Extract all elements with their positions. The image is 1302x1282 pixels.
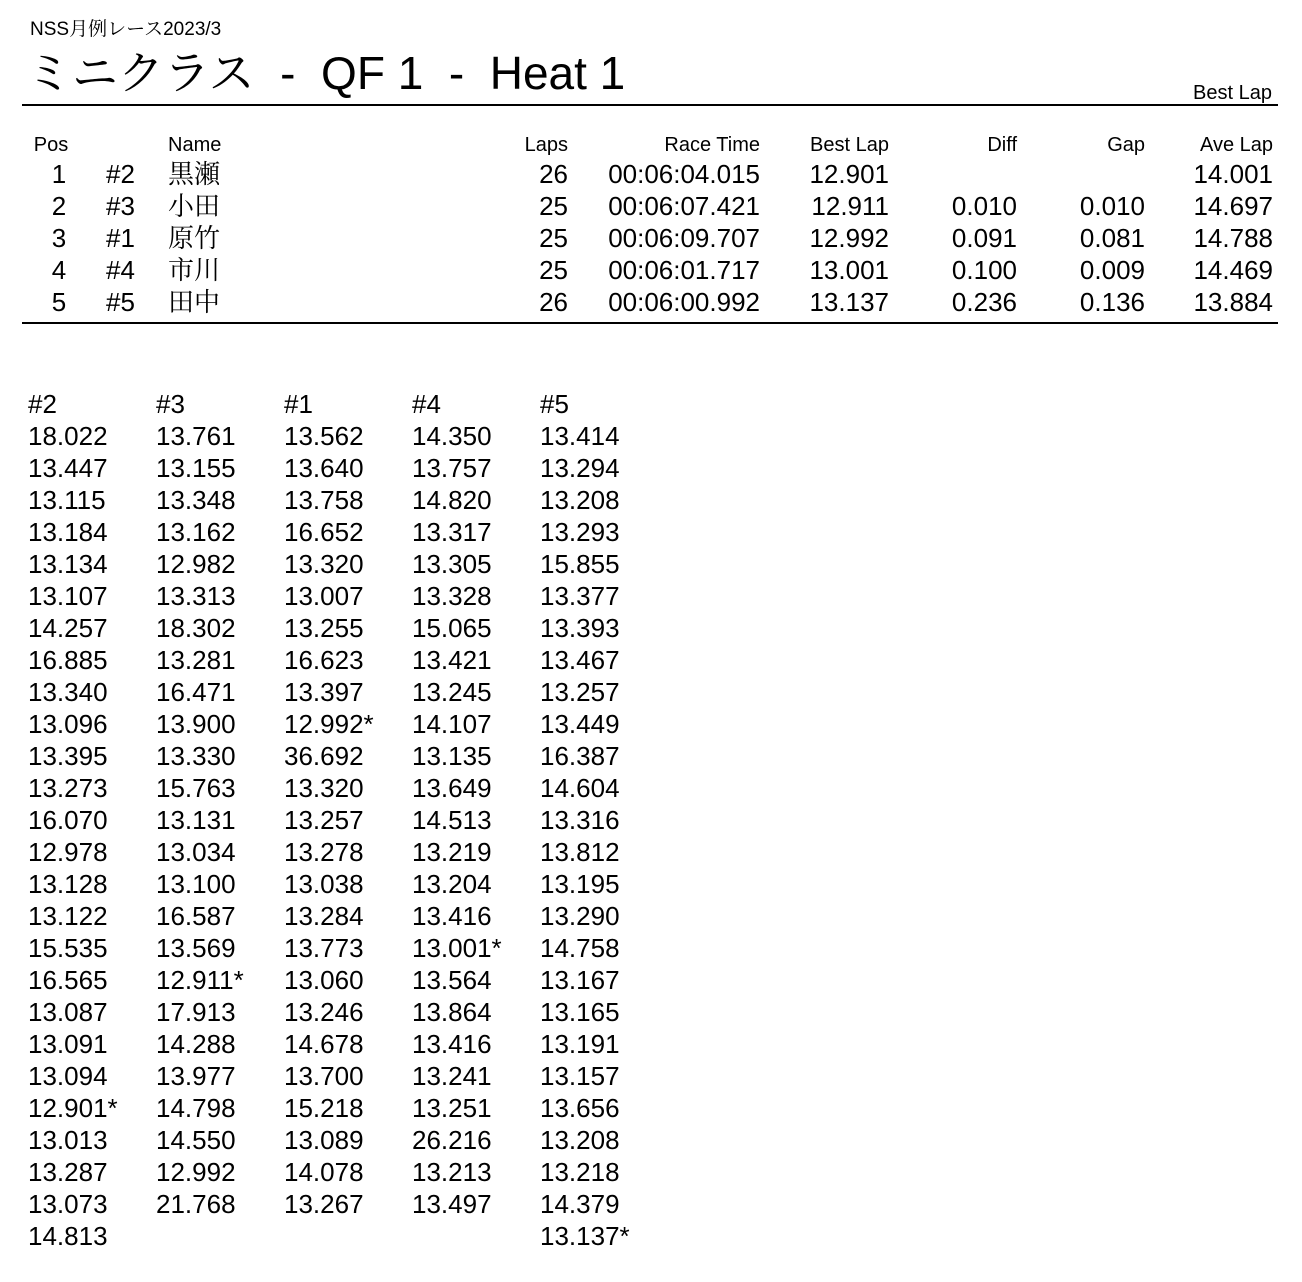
lap-column-header: #2 bbox=[28, 389, 57, 419]
lap-time: 13.096 bbox=[28, 709, 108, 739]
lap-time: 13.421 bbox=[412, 645, 492, 675]
lap-time: 13.397 bbox=[284, 677, 364, 707]
car-number-cell: #3 bbox=[106, 191, 135, 221]
lap-time: 14.550 bbox=[156, 1125, 236, 1155]
lap-time: 13.007 bbox=[284, 581, 364, 611]
lap-time: 13.257 bbox=[284, 805, 364, 835]
lap-time: 16.623 bbox=[284, 645, 364, 675]
best-lap-cell: 12.992 bbox=[809, 223, 889, 253]
lap-time: 13.128 bbox=[28, 869, 108, 899]
lap-time: 13.449 bbox=[540, 709, 620, 739]
lap-time: 13.191 bbox=[540, 1029, 620, 1059]
lap-time: 13.134 bbox=[28, 549, 108, 579]
lap-time: 13.115 bbox=[28, 485, 106, 515]
lap-time: 13.564 bbox=[412, 965, 492, 995]
lap-time: 13.328 bbox=[412, 581, 492, 611]
lap-time: 13.245 bbox=[412, 677, 492, 707]
lap-time: 13.305 bbox=[412, 549, 492, 579]
race-time-cell: 00:06:07.421 bbox=[608, 191, 760, 221]
lap-column bbox=[156, 388, 284, 1220]
pos-cell: 3 bbox=[51, 223, 67, 253]
header-gap: Gap bbox=[1107, 134, 1145, 156]
lap-time: 13.757 bbox=[412, 453, 492, 483]
lap-time: 14.350 bbox=[412, 421, 492, 451]
diff-cell: 0.091 bbox=[951, 223, 1017, 253]
race-time-cell: 00:06:01.717 bbox=[608, 255, 760, 285]
lap-time: 13.416 bbox=[412, 1029, 492, 1059]
result-row bbox=[0, 190, 1302, 222]
lap-time: 13.294 bbox=[540, 453, 620, 483]
lap-time: 13.340 bbox=[28, 677, 108, 707]
lap-time: 13.155 bbox=[156, 453, 236, 483]
lap-time: 13.034 bbox=[156, 837, 236, 867]
results-header-row bbox=[0, 132, 1302, 158]
lap-time: 13.395 bbox=[28, 741, 108, 771]
race-time-cell: 00:06:09.707 bbox=[608, 223, 760, 253]
race-time-cell: 00:06:04.015 bbox=[608, 159, 760, 189]
laps-cell: 25 bbox=[539, 255, 568, 285]
lap-time: 14.820 bbox=[412, 485, 492, 515]
lap-time: 14.813 bbox=[28, 1221, 108, 1251]
header-race-time: Race Time bbox=[664, 134, 760, 156]
lap-time: 15.763 bbox=[156, 773, 236, 803]
lap-time: 13.073 bbox=[28, 1189, 108, 1219]
lap-time: 13.640 bbox=[284, 453, 364, 483]
lap-time: 16.652 bbox=[284, 517, 364, 547]
lap-time: 13.320 bbox=[284, 549, 364, 579]
lap-time: 13.287 bbox=[28, 1157, 108, 1187]
sort-label: Best Lap bbox=[1193, 82, 1272, 104]
header-laps: Laps bbox=[524, 134, 568, 156]
lap-time: 15.535 bbox=[28, 933, 108, 963]
lap-time: 13.135 bbox=[412, 741, 492, 771]
lap-time: 13.167 bbox=[540, 965, 620, 995]
lap-time: 13.758 bbox=[284, 485, 364, 515]
lap-time: 26.216 bbox=[412, 1125, 492, 1155]
lap-time: 14.798 bbox=[156, 1093, 236, 1123]
lap-time: 14.107 bbox=[412, 709, 492, 739]
lap-time: 13.447 bbox=[28, 453, 108, 483]
lap-time: 13.251 bbox=[412, 1093, 492, 1123]
lap-time: 13.165 bbox=[540, 997, 620, 1027]
lap-column bbox=[28, 388, 156, 1252]
pos-cell: 4 bbox=[51, 255, 67, 285]
lap-time: 13.281 bbox=[156, 645, 236, 675]
lap-time: 13.773 bbox=[284, 933, 364, 963]
lap-time: 12.992* bbox=[284, 709, 374, 739]
lap-time: 13.204 bbox=[412, 869, 492, 899]
lap-time: 15.218 bbox=[284, 1093, 364, 1123]
lap-time: 14.257 bbox=[28, 613, 108, 643]
lap-column bbox=[540, 388, 668, 1252]
lap-time: 13.562 bbox=[284, 421, 364, 451]
lap-time: 36.692 bbox=[284, 741, 364, 771]
lap-time: 15.065 bbox=[412, 613, 492, 643]
lap-time: 13.656 bbox=[540, 1093, 620, 1123]
lap-time: 18.302 bbox=[156, 613, 236, 643]
result-row bbox=[0, 286, 1302, 318]
pos-cell: 5 bbox=[51, 287, 67, 317]
bottom-rule bbox=[22, 322, 1278, 324]
page-title: ミニクラス - QF 1 - Heat 1 bbox=[26, 47, 626, 99]
lap-time: 13.184 bbox=[28, 517, 108, 547]
lap-time: 13.162 bbox=[156, 517, 236, 547]
lap-time: 12.901* bbox=[28, 1093, 118, 1123]
lap-time: 13.087 bbox=[28, 997, 108, 1027]
lap-time: 16.565 bbox=[28, 965, 108, 995]
gap-cell: 0.136 bbox=[1079, 287, 1145, 317]
header-name: Name bbox=[168, 134, 222, 156]
driver-name-cell: 黒瀬 bbox=[168, 159, 221, 189]
laps-cell: 26 bbox=[539, 159, 568, 189]
lap-time: 13.060 bbox=[284, 965, 364, 995]
lap-time: 13.107 bbox=[28, 581, 108, 611]
car-number-cell: #1 bbox=[106, 223, 135, 253]
results-rows bbox=[0, 158, 1302, 318]
lap-time: 12.982 bbox=[156, 549, 236, 579]
lap-column bbox=[284, 388, 412, 1220]
event-name: NSS月例レース2023/3 bbox=[30, 19, 222, 40]
lap-time: 13.900 bbox=[156, 709, 236, 739]
ave-lap-cell: 13.884 bbox=[1193, 287, 1273, 317]
lap-time: 13.273 bbox=[28, 773, 108, 803]
lap-time: 16.471 bbox=[156, 677, 236, 707]
gap-cell: 0.081 bbox=[1079, 223, 1145, 253]
lap-time: 13.864 bbox=[412, 997, 492, 1027]
lap-time: 13.569 bbox=[156, 933, 236, 963]
lap-time: 12.992 bbox=[156, 1157, 236, 1187]
lap-time: 13.218 bbox=[540, 1157, 620, 1187]
lap-time: 13.316 bbox=[540, 805, 620, 835]
ave-lap-cell: 14.001 bbox=[1193, 159, 1273, 189]
lap-time: 14.678 bbox=[284, 1029, 364, 1059]
lap-time: 13.320 bbox=[284, 773, 364, 803]
lap-time: 15.855 bbox=[540, 549, 620, 579]
best-lap-cell: 13.137 bbox=[809, 287, 889, 317]
lap-time: 14.078 bbox=[284, 1157, 364, 1187]
lap-time: 13.137* bbox=[540, 1221, 630, 1251]
lap-time: 18.022 bbox=[28, 421, 108, 451]
gap-cell: 0.009 bbox=[1079, 255, 1145, 285]
driver-name-cell: 田中 bbox=[168, 287, 221, 317]
lap-time: 13.293 bbox=[540, 517, 620, 547]
lap-column-header: #5 bbox=[540, 389, 569, 419]
lap-time: 13.812 bbox=[540, 837, 620, 867]
lap-time: 16.885 bbox=[28, 645, 108, 675]
lap-time: 16.587 bbox=[156, 901, 236, 931]
car-number-cell: #2 bbox=[106, 159, 135, 189]
result-row bbox=[0, 254, 1302, 286]
lap-time: 13.313 bbox=[156, 581, 236, 611]
lap-time: 13.038 bbox=[284, 869, 364, 899]
lap-time: 13.257 bbox=[540, 677, 620, 707]
driver-name-cell: 小田 bbox=[168, 191, 221, 221]
best-lap-cell: 12.901 bbox=[809, 159, 889, 189]
header-diff: Diff bbox=[987, 134, 1017, 156]
result-row bbox=[0, 158, 1302, 190]
laps-cell: 25 bbox=[539, 223, 568, 253]
lap-time: 13.094 bbox=[28, 1061, 108, 1091]
ave-lap-cell: 14.788 bbox=[1193, 223, 1273, 253]
lap-time: 13.219 bbox=[412, 837, 492, 867]
lap-time: 13.278 bbox=[284, 837, 364, 867]
lap-column-header: #4 bbox=[412, 389, 441, 419]
lap-column-header: #1 bbox=[284, 389, 313, 419]
lap-time: 14.604 bbox=[540, 773, 620, 803]
pos-cell: 2 bbox=[51, 191, 67, 221]
lap-time: 13.208 bbox=[540, 485, 620, 515]
lap-time: 13.330 bbox=[156, 741, 236, 771]
results-table bbox=[0, 132, 1302, 318]
pos-cell: 1 bbox=[51, 159, 67, 189]
lap-time: 17.913 bbox=[156, 997, 236, 1027]
lap-time: 13.700 bbox=[284, 1061, 364, 1091]
lap-time: 13.649 bbox=[412, 773, 492, 803]
lap-time: 14.379 bbox=[540, 1189, 620, 1219]
lap-time: 13.100 bbox=[156, 869, 236, 899]
lap-time: 13.001* bbox=[412, 933, 502, 963]
lap-time: 16.070 bbox=[28, 805, 108, 835]
driver-name-cell: 市川 bbox=[168, 255, 221, 285]
lap-time: 21.768 bbox=[156, 1189, 236, 1219]
lap-time: 13.241 bbox=[412, 1061, 492, 1091]
result-row bbox=[0, 222, 1302, 254]
lap-column bbox=[412, 388, 540, 1220]
gap-cell: 0.010 bbox=[1079, 191, 1145, 221]
lap-time: 14.758 bbox=[540, 933, 620, 963]
lap-time: 13.255 bbox=[284, 613, 364, 643]
race-time-cell: 00:06:00.992 bbox=[608, 287, 760, 317]
lap-time: 13.013 bbox=[28, 1125, 108, 1155]
lap-time: 13.290 bbox=[540, 901, 620, 931]
lap-time: 13.089 bbox=[284, 1125, 364, 1155]
lap-time: 13.131 bbox=[156, 805, 236, 835]
lap-time: 14.513 bbox=[412, 805, 492, 835]
lap-time: 13.348 bbox=[156, 485, 236, 515]
header-ave-lap: Ave Lap bbox=[1199, 134, 1273, 156]
laps-cell: 26 bbox=[539, 287, 568, 317]
lap-time: 14.288 bbox=[156, 1029, 236, 1059]
lap-time: 13.393 bbox=[540, 613, 620, 643]
lap-time: 12.978 bbox=[28, 837, 108, 867]
header-best-lap: Best Lap bbox=[810, 134, 889, 156]
lap-time: 13.284 bbox=[284, 901, 364, 931]
lap-time: 13.977 bbox=[156, 1061, 236, 1091]
lap-time: 13.195 bbox=[540, 869, 620, 899]
lap-time: 13.416 bbox=[412, 901, 492, 931]
lap-time: 13.267 bbox=[284, 1189, 364, 1219]
lap-time: 12.911* bbox=[156, 965, 244, 995]
car-number-cell: #5 bbox=[106, 287, 135, 317]
lap-time: 13.377 bbox=[540, 581, 620, 611]
lap-time: 13.157 bbox=[540, 1061, 620, 1091]
lap-time: 13.213 bbox=[412, 1157, 492, 1187]
lap-column-header: #3 bbox=[156, 389, 185, 419]
diff-cell: 0.010 bbox=[951, 191, 1017, 221]
lap-time: 16.387 bbox=[540, 741, 620, 771]
best-lap-cell: 13.001 bbox=[809, 255, 889, 285]
ave-lap-cell: 14.469 bbox=[1193, 255, 1273, 285]
lap-time: 13.208 bbox=[540, 1125, 620, 1155]
header-pos: Pos bbox=[33, 134, 69, 156]
laps-cell: 25 bbox=[539, 191, 568, 221]
car-number-cell: #4 bbox=[106, 255, 135, 285]
driver-name-cell: 原竹 bbox=[168, 223, 221, 253]
top-rule bbox=[22, 104, 1278, 106]
lap-time: 13.497 bbox=[412, 1189, 492, 1219]
diff-cell: 0.236 bbox=[951, 287, 1017, 317]
lap-time: 13.246 bbox=[284, 997, 364, 1027]
best-lap-cell: 12.911 bbox=[811, 191, 889, 221]
lap-time: 13.761 bbox=[156, 421, 236, 451]
lap-time: 13.091 bbox=[28, 1029, 108, 1059]
lap-time: 13.317 bbox=[412, 517, 492, 547]
diff-cell: 0.100 bbox=[951, 255, 1017, 285]
ave-lap-cell: 14.697 bbox=[1193, 191, 1273, 221]
lap-time: 13.414 bbox=[540, 421, 620, 451]
lap-time: 13.467 bbox=[540, 645, 620, 675]
lap-time: 13.122 bbox=[28, 901, 108, 931]
